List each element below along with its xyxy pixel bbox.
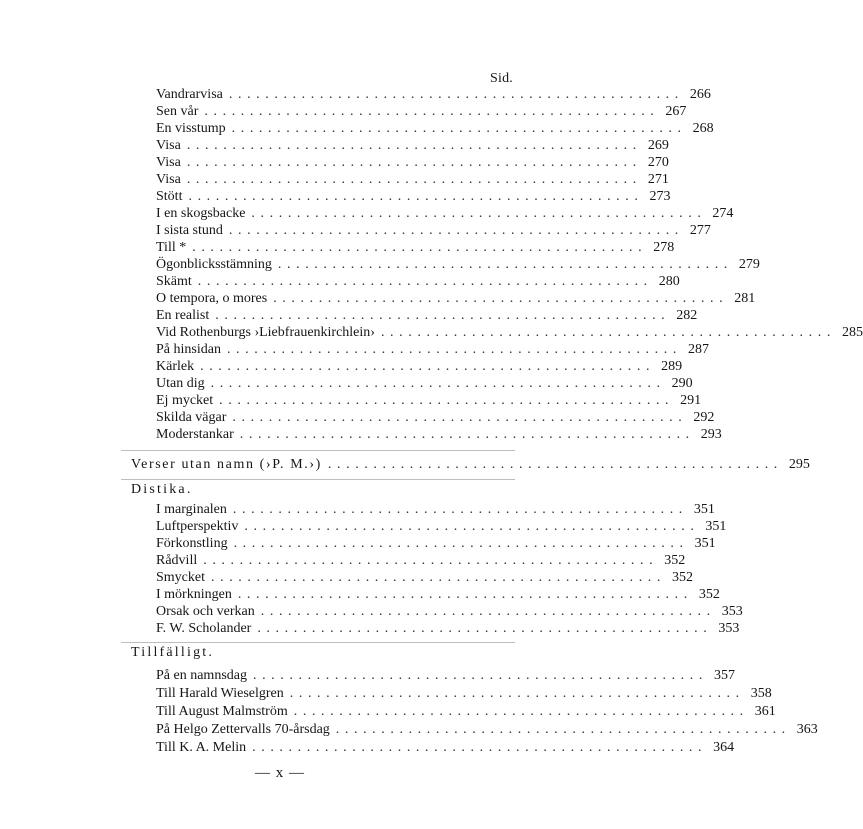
toc-entry: [156, 667, 735, 684]
entry-page: 281: [734, 291, 756, 306]
entry-page: 352: [664, 553, 686, 568]
entry-title: F. W. Scholander: [156, 621, 252, 636]
dot-leader: ..................................................: [260, 604, 716, 619]
entry-page: 293: [700, 427, 722, 442]
toc-entry: [156, 518, 727, 535]
dot-leader: ..................................................: [228, 87, 684, 102]
dot-leader: ..................................................: [197, 274, 653, 289]
entry-title: I en skogsbacke: [156, 206, 246, 221]
toc-entry: [156, 307, 698, 324]
dot-leader: ..................................................: [211, 570, 666, 585]
entry-page: 270: [647, 155, 669, 170]
dot-leader: ..................................................: [244, 519, 700, 534]
toc-entry: [156, 256, 760, 273]
entry-title: Rådvill: [156, 553, 198, 568]
dot-leader: ..................................................: [273, 291, 729, 306]
toc-entry: [156, 137, 669, 154]
entry-title: Sen vår: [156, 104, 199, 119]
toc-entry: [156, 703, 776, 720]
toc-entry: [156, 154, 669, 171]
dot-leader: ..................................................: [335, 722, 791, 737]
dot-leader: ..................................................: [289, 686, 745, 701]
entry-page: 352: [672, 570, 693, 585]
dot-leader: ..................................................: [188, 189, 644, 204]
section-divider: [121, 642, 515, 643]
toc-entry: [156, 290, 756, 307]
entry-page: 282: [676, 308, 698, 323]
entry-title: Orsak och verkan: [156, 604, 255, 619]
entry-page: 351: [694, 536, 716, 551]
dot-leader: ..................................................: [210, 376, 666, 391]
entry-page: 280: [658, 274, 680, 289]
toc-entry-verser: [131, 456, 810, 473]
toc-entry: [156, 273, 680, 290]
dot-leader: ..................................................: [226, 342, 682, 357]
toc-entry: [156, 375, 693, 392]
toc-entry: [156, 535, 716, 552]
toc-entry: [156, 222, 711, 239]
dot-leader: ..................................................: [233, 536, 689, 551]
entry-title: Ögonblicksstämning: [156, 257, 272, 272]
entry-page: 353: [718, 621, 740, 636]
entry-title: I sista stund: [156, 223, 223, 238]
entry-title: Till *: [156, 240, 187, 255]
entry-title: På Helgo Zettervalls 70-årsdag: [156, 722, 330, 737]
dot-leader: ..................................................: [186, 138, 642, 153]
section-divider: [121, 450, 515, 451]
dot-leader: ..................................................: [203, 553, 659, 568]
toc-entry: [156, 620, 740, 637]
dot-leader: ..................................................: [239, 427, 695, 442]
entry-title: Till K. A. Melin: [156, 740, 247, 755]
section-heading-distika: Distika.: [131, 482, 193, 497]
entry-title: Luftperspektiv: [156, 519, 239, 534]
entry-page: 268: [692, 121, 714, 136]
entry-title: På hinsidan: [156, 342, 221, 357]
section-heading-tillfalligt: Tillfälligt.: [131, 645, 215, 660]
entry-page: 292: [693, 410, 715, 425]
entry-title: Utan dig: [156, 376, 205, 391]
toc-entry: [156, 358, 683, 375]
dot-leader: ..................................................: [277, 257, 733, 272]
entry-title: Ej mycket: [156, 393, 214, 408]
dot-leader: ..................................................: [215, 308, 671, 323]
entry-title: Visa: [156, 138, 181, 153]
entry-title: Till August Malmström: [156, 704, 288, 719]
entry-title: O tempora, o mores: [156, 291, 268, 306]
dot-leader: ..................................................: [257, 621, 713, 636]
entry-title: På en namnsdag: [156, 668, 247, 683]
toc-entry: [156, 188, 671, 205]
entry-page: 266: [689, 87, 711, 102]
dot-leader: ..................................................: [293, 704, 749, 719]
entry-title: Skämt: [156, 274, 192, 289]
entry-title: Vid Rothenburgs ›Liebfrauenkirchlein›: [156, 325, 375, 340]
entry-page: 273: [649, 189, 671, 204]
entry-title: En realist: [156, 308, 210, 323]
entry-page: 361: [754, 704, 776, 719]
entry-title: I mörkningen: [156, 587, 232, 602]
entry-page: 267: [665, 104, 687, 119]
toc-entry: [156, 501, 715, 518]
entry-title: Till Harald Wieselgren: [156, 686, 284, 701]
toc-entry: [156, 171, 669, 188]
toc-entry: [156, 392, 702, 409]
entry-title: Skilda vägar: [156, 410, 227, 425]
entry-title: Förkonstling: [156, 536, 228, 551]
entry-page: 271: [647, 172, 669, 187]
dot-leader: ..................................................: [186, 155, 642, 170]
entry-title: Verser utan namn (›P. M.›): [131, 457, 322, 472]
entry-page: 290: [671, 376, 693, 391]
toc-entry: [156, 721, 818, 738]
toc-entry: [156, 586, 720, 603]
entry-page: 363: [796, 722, 818, 737]
entry-title: I marginalen: [156, 502, 227, 517]
dot-leader: ..................................................: [251, 206, 707, 221]
entry-page: 269: [647, 138, 669, 153]
toc-entry: [156, 86, 711, 103]
toc-entry: [156, 103, 687, 120]
entry-title: Visa: [156, 155, 181, 170]
toc-entry: [156, 239, 675, 256]
toc-entry: [156, 552, 686, 569]
entry-page: 277: [689, 223, 711, 238]
toc-entry: [156, 341, 709, 358]
entry-title: Vandrarvisa: [156, 87, 223, 102]
toc-entry: [156, 324, 863, 341]
toc-entry: [156, 685, 772, 702]
entry-page: 291: [680, 393, 702, 408]
page-column-header: Sid.: [490, 71, 513, 86]
toc-entry: [156, 569, 693, 586]
entry-page: 285: [841, 325, 863, 340]
entry-title: Kärlek: [156, 359, 195, 374]
dot-leader: ..................................................: [252, 668, 708, 683]
dot-leader: ..................................................: [231, 121, 687, 136]
entry-page: 351: [705, 519, 727, 534]
toc-entry: [156, 409, 715, 426]
toc-entry: [156, 205, 734, 222]
dot-leader: ..................................................: [200, 359, 656, 374]
roman-page-number: — x —: [255, 765, 305, 781]
toc-entry: [156, 739, 735, 756]
entry-page: 351: [693, 502, 715, 517]
entry-page: 295: [788, 457, 810, 472]
dot-leader: ..................................................: [186, 172, 642, 187]
section-divider: [121, 479, 515, 480]
entry-page: 357: [713, 668, 735, 683]
dot-leader: ..................................................: [192, 240, 648, 255]
dot-leader: ..................................................: [237, 587, 693, 602]
toc-entry: [156, 603, 743, 620]
entry-title: Visa: [156, 172, 181, 187]
dot-leader: ..................................................: [380, 325, 836, 340]
entry-page: 358: [750, 686, 772, 701]
entry-page: 364: [713, 740, 735, 755]
entry-page: 279: [738, 257, 760, 272]
entry-page: 278: [653, 240, 675, 255]
entry-page: 352: [698, 587, 720, 602]
entry-title: Smycket: [156, 570, 205, 585]
dot-leader: ..................................................: [219, 393, 675, 408]
entry-page: 274: [712, 206, 734, 221]
entry-page: 353: [721, 604, 743, 619]
dot-leader: ..................................................: [204, 104, 660, 119]
dot-leader: ..................................................: [252, 740, 708, 755]
entry-title: En visstump: [156, 121, 226, 136]
dot-leader: ..................................................: [232, 410, 688, 425]
entry-title: Moderstankar: [156, 427, 234, 442]
entry-title: Stött: [156, 189, 183, 204]
toc-entry: [156, 120, 714, 137]
entry-page: 289: [661, 359, 683, 374]
dot-leader: ..................................................: [327, 457, 783, 472]
toc-entry: [156, 426, 722, 443]
entry-page: 287: [687, 342, 709, 357]
dot-leader: ..................................................: [232, 502, 688, 517]
dot-leader: ..................................................: [228, 223, 684, 238]
